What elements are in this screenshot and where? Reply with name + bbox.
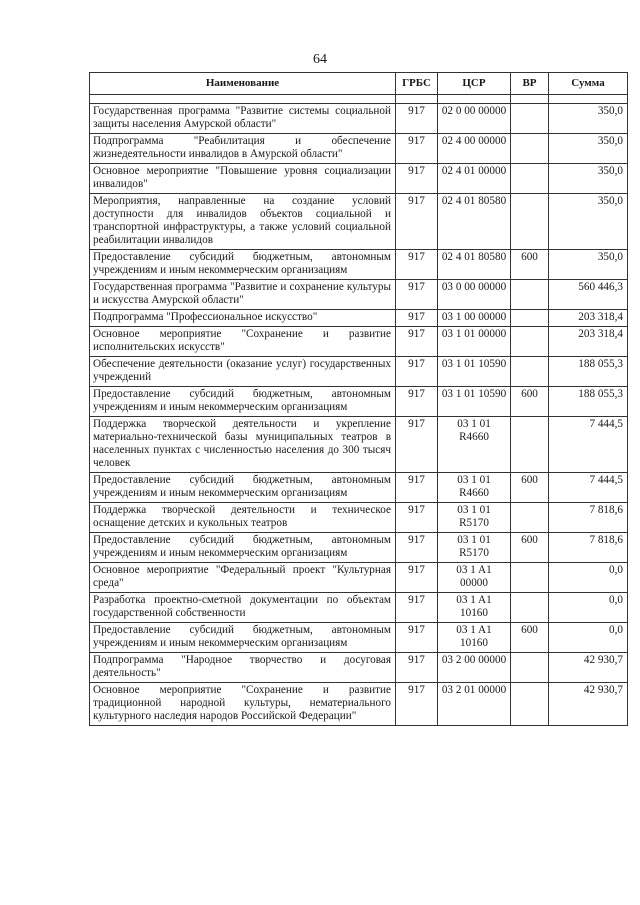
row-csr-cell: 03 1 01 R4660 xyxy=(438,417,511,473)
row-grbs-cell: 917 xyxy=(396,563,438,593)
row-sum-cell: 0,0 xyxy=(549,593,628,623)
row-grbs-cell: 917 xyxy=(396,280,438,310)
row-vr-cell xyxy=(511,104,549,134)
row-name-cell: Основное мероприятие "Федеральный проект "Культурная среда" xyxy=(90,563,396,593)
row-csr-cell: 02 0 00 00000 xyxy=(438,104,511,134)
page-number: 64 xyxy=(313,52,327,67)
table-row xyxy=(90,387,628,417)
table-row xyxy=(90,623,628,653)
row-vr-cell xyxy=(511,327,549,357)
table-row xyxy=(90,683,628,726)
row-vr-cell: 600 xyxy=(511,250,549,280)
table-header-row xyxy=(90,73,628,95)
row-sum-cell: 203 318,4 xyxy=(549,310,628,327)
row-sum-cell: 0,0 xyxy=(549,563,628,593)
row-grbs-cell: 917 xyxy=(396,194,438,250)
table-row xyxy=(90,310,628,327)
row-grbs-cell: 917 xyxy=(396,387,438,417)
row-sum-cell: 7 444,5 xyxy=(549,417,628,473)
row-name-cell: Основное мероприятие "Повышение уровня социализации инвалидов" xyxy=(90,164,396,194)
table-row xyxy=(90,104,628,134)
row-csr-cell: 02 4 01 00000 xyxy=(438,164,511,194)
row-sum-cell: 188 055,3 xyxy=(549,357,628,387)
row-grbs-cell: 917 xyxy=(396,623,438,653)
row-sum-cell: 42 930,7 xyxy=(549,683,628,726)
row-name-cell: Государственная программа "Развитие и сохранение культуры и искусства Амурской области" xyxy=(90,280,396,310)
row-vr-cell xyxy=(511,653,549,683)
row-csr-cell: 02 4 01 80580 xyxy=(438,250,511,280)
row-sum-cell: 7 818,6 xyxy=(549,503,628,533)
row-grbs-cell: 917 xyxy=(396,473,438,503)
row-grbs-cell: 917 xyxy=(396,164,438,194)
row-grbs-cell: 917 xyxy=(396,683,438,726)
row-csr-cell: 03 1 A1 00000 xyxy=(438,563,511,593)
table-row xyxy=(90,250,628,280)
row-grbs-cell: 917 xyxy=(396,533,438,563)
row-sum-cell: 0,0 xyxy=(549,623,628,653)
row-name-cell: Поддержка творческой деятельности и укрепление материально-технической базы муниципальных театров в населенных пунктах с численностью населения до 300 тысяч человек xyxy=(90,417,396,473)
row-sum-cell: 350,0 xyxy=(549,250,628,280)
row-csr-cell: 03 1 01 R4660 xyxy=(438,473,511,503)
row-sum-cell: 350,0 xyxy=(549,134,628,164)
row-csr-cell: 03 1 A1 10160 xyxy=(438,593,511,623)
row-csr-cell: 03 2 01 00000 xyxy=(438,683,511,726)
row-sum-cell: 188 055,3 xyxy=(549,387,628,417)
table-row xyxy=(90,473,628,503)
budget-table xyxy=(89,72,628,726)
row-name-cell: Обеспечение деятельности (оказание услуг) государственных учреждений xyxy=(90,357,396,387)
header-grbs: ГРБС xyxy=(396,73,438,95)
row-vr-cell xyxy=(511,683,549,726)
row-vr-cell xyxy=(511,417,549,473)
row-csr-cell: 03 1 A1 10160 xyxy=(438,623,511,653)
row-sum-cell: 350,0 xyxy=(549,104,628,134)
row-grbs-cell: 917 xyxy=(396,503,438,533)
spacer-row xyxy=(90,95,628,104)
row-grbs-cell: 917 xyxy=(396,593,438,623)
row-csr-cell: 03 1 00 00000 xyxy=(438,310,511,327)
row-grbs-cell: 917 xyxy=(396,134,438,164)
row-name-cell: Предоставление субсидий бюджетным, автономным учреждениям и иным некоммерческим организациям xyxy=(90,473,396,503)
table-row xyxy=(90,503,628,533)
row-name-cell: Мероприятия, направленные на создание условий доступности для инвалидов объектов социальной и транспортной инфраструктуры, а также условий социальной реабилитации инвалидов xyxy=(90,194,396,250)
row-grbs-cell: 917 xyxy=(396,250,438,280)
row-name-cell: Основное мероприятие "Сохранение и развитие исполнительских искусств" xyxy=(90,327,396,357)
row-csr-cell: 03 1 01 10590 xyxy=(438,387,511,417)
row-sum-cell: 203 318,4 xyxy=(549,327,628,357)
row-csr-cell: 02 4 00 00000 xyxy=(438,134,511,164)
table-row xyxy=(90,533,628,563)
row-grbs-cell: 917 xyxy=(396,327,438,357)
table-row xyxy=(90,134,628,164)
row-csr-cell: 03 1 01 R5170 xyxy=(438,533,511,563)
row-name-cell: Подпрограмма "Народное творчество и досуговая деятельность" xyxy=(90,653,396,683)
row-csr-cell: 03 0 00 00000 xyxy=(438,280,511,310)
row-grbs-cell: 917 xyxy=(396,357,438,387)
row-name-cell: Предоставление субсидий бюджетным, автономным учреждениям и иным некоммерческим организациям xyxy=(90,250,396,280)
row-sum-cell: 350,0 xyxy=(549,194,628,250)
row-vr-cell xyxy=(511,563,549,593)
row-csr-cell: 03 1 01 10590 xyxy=(438,357,511,387)
header-name: Наименование xyxy=(90,73,396,95)
row-sum-cell: 560 446,3 xyxy=(549,280,628,310)
row-csr-cell: 03 1 01 00000 xyxy=(438,327,511,357)
header-vr: ВР xyxy=(511,73,549,95)
row-name-cell: Подпрограмма "Профессиональное искусство" xyxy=(90,310,396,327)
row-grbs-cell: 917 xyxy=(396,417,438,473)
row-name-cell: Государственная программа "Развитие системы социальной защиты населения Амурской области" xyxy=(90,104,396,134)
row-grbs-cell: 917 xyxy=(396,653,438,683)
row-sum-cell: 7 444,5 xyxy=(549,473,628,503)
row-vr-cell xyxy=(511,164,549,194)
row-csr-cell: 03 2 00 00000 xyxy=(438,653,511,683)
row-vr-cell xyxy=(511,357,549,387)
row-sum-cell: 42 930,7 xyxy=(549,653,628,683)
row-vr-cell xyxy=(511,310,549,327)
header-csr: ЦСР xyxy=(438,73,511,95)
row-vr-cell: 600 xyxy=(511,533,549,563)
row-grbs-cell: 917 xyxy=(396,310,438,327)
row-vr-cell: 600 xyxy=(511,387,549,417)
row-name-cell: Разработка проектно-сметной документации по объектам государственной собственности xyxy=(90,593,396,623)
row-vr-cell xyxy=(511,280,549,310)
row-grbs-cell: 917 xyxy=(396,104,438,134)
row-csr-cell: 03 1 01 R5170 xyxy=(438,503,511,533)
row-vr-cell: 600 xyxy=(511,473,549,503)
row-name-cell: Предоставление субсидий бюджетным, автономным учреждениям и иным некоммерческим организациям xyxy=(90,623,396,653)
row-name-cell: Основное мероприятие "Сохранение и развитие традиционной народной культуры, нематериального культурного наследия народов Российской Федерации" xyxy=(90,683,396,726)
header-sum: Сумма xyxy=(549,73,628,95)
table-row xyxy=(90,417,628,473)
table-row xyxy=(90,563,628,593)
table-row xyxy=(90,280,628,310)
row-name-cell: Поддержка творческой деятельности и техническое оснащение детских и кукольных театров xyxy=(90,503,396,533)
row-sum-cell: 7 818,6 xyxy=(549,533,628,563)
table-row xyxy=(90,327,628,357)
row-sum-cell: 350,0 xyxy=(549,164,628,194)
table-row xyxy=(90,357,628,387)
row-name-cell: Подпрограмма "Реабилитация и обеспечение жизнедеятельности инвалидов в Амурской области" xyxy=(90,134,396,164)
table-row xyxy=(90,164,628,194)
row-vr-cell xyxy=(511,194,549,250)
table-row xyxy=(90,194,628,250)
row-vr-cell xyxy=(511,134,549,164)
row-csr-cell: 02 4 01 80580 xyxy=(438,194,511,250)
row-vr-cell xyxy=(511,503,549,533)
table-row xyxy=(90,593,628,623)
row-vr-cell xyxy=(511,593,549,623)
table-row xyxy=(90,653,628,683)
row-name-cell: Предоставление субсидий бюджетным, автономным учреждениям и иным некоммерческим организациям xyxy=(90,387,396,417)
row-name-cell: Предоставление субсидий бюджетным, автономным учреждениям и иным некоммерческим организациям xyxy=(90,533,396,563)
row-vr-cell: 600 xyxy=(511,623,549,653)
